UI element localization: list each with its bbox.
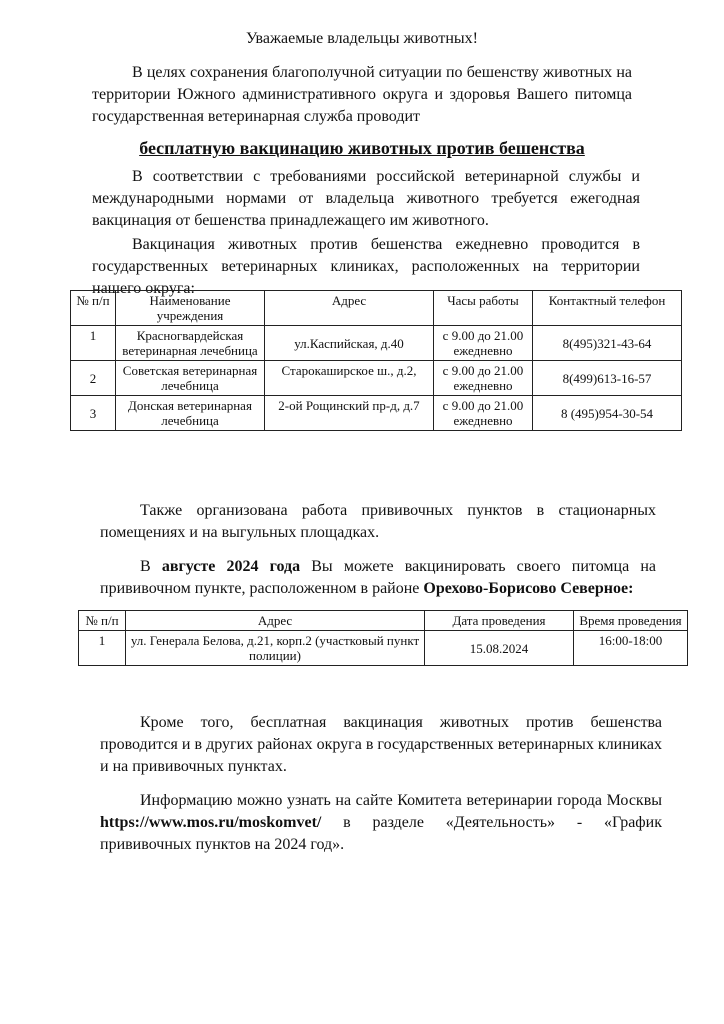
row-phone: 8 (495)954-30-54 <box>533 396 682 431</box>
table-row <box>79 631 688 666</box>
col-header-time: Время проведения <box>574 611 688 631</box>
august-middle: Вы можете вакцинировать своего питомца на прививочном пункте, расположенном в районе <box>100 558 657 597</box>
row-num: 1 <box>71 326 116 361</box>
website-link[interactable]: https://www.mos.ru/moskomvet/ <box>100 814 322 831</box>
heading-free-vaccination: бесплатную вакцинацию животных против бешенства <box>139 138 585 158</box>
col-header-phone: Контактный телефон <box>533 291 682 326</box>
row-hours: с 9.00 до 21.00 ежедневно <box>434 361 533 396</box>
row-time: 16:00-18:00 <box>574 631 688 666</box>
table-row <box>71 326 682 361</box>
points-paragraph: Также организована работа прививочных пунктов в стационарных помещениях и на выгульных площадках. <box>100 502 656 541</box>
requirements-paragraph: В соответствии с требованиями российской ветеринарной службы и международными нормами от владельца животного требуется ежегодная вакцинация от бешенства принадлежащего им животного. <box>92 168 640 229</box>
intro-paragraph: В целях сохранения благополучной ситуации по бешенству животных на территории Южного административного округа и здоровья Вашего питомца государственная ветеринарная служба проводит <box>92 64 632 125</box>
col-header-num: № п/п <box>79 611 126 631</box>
row-hours: с 9.00 до 21.00 ежедневно <box>434 326 533 361</box>
table-row <box>71 361 682 396</box>
row-address: ул. Генерала Белова, д.21, корп.2 (участковый пункт полиции) <box>126 631 425 666</box>
row-name: Донская ветеринарная лечебница <box>116 396 265 431</box>
points-table <box>78 610 688 666</box>
col-header-date: Дата проведения <box>425 611 574 631</box>
august-paragraph <box>100 556 656 600</box>
row-address: 2-ой Рощинский пр-д, д.7 <box>265 396 434 431</box>
row-phone: 8(499)613-16-57 <box>533 361 682 396</box>
col-header-name: Наименование учреждения <box>116 291 265 326</box>
clinics-paragraph: Вакцинация животных против бешенства ежедневно проводится в государственных ветеринарных клиниках, расположенных на территории нашего округа: <box>92 236 640 297</box>
row-address: ул.Каспийская, д.40 <box>265 326 434 361</box>
row-name: Советская ветеринарная лечебница <box>116 361 265 396</box>
row-num: 3 <box>71 396 116 431</box>
row-phone: 8(495)321-43-64 <box>533 326 682 361</box>
col-header-num: № п/п <box>71 291 116 326</box>
row-address: Старокаширское ш., д.2, <box>265 361 434 396</box>
page-title: Уважаемые владельцы животных! <box>246 30 478 47</box>
table-row <box>71 396 682 431</box>
col-header-address: Адрес <box>126 611 425 631</box>
district-name: Орехово-Борисово Северное: <box>423 580 634 597</box>
row-date: 15.08.2024 <box>425 631 574 666</box>
clinics-table <box>70 290 682 431</box>
row-name: Красногвардейская ветеринарная лечебница <box>116 326 265 361</box>
row-num: 1 <box>79 631 126 666</box>
info-suffix: в разделе «Деятельность» - «График прививочных пунктов на 2024 год». <box>100 814 663 853</box>
row-hours: с 9.00 до 21.00 ежедневно <box>434 396 533 431</box>
august-prefix: В <box>140 558 151 575</box>
info-paragraph <box>100 790 662 856</box>
points-table-header-row <box>79 611 688 631</box>
row-num: 2 <box>71 361 116 396</box>
col-header-hours: Часы работы <box>434 291 533 326</box>
clinics-table-header-row <box>71 291 682 326</box>
info-prefix: Информацию можно узнать на сайте Комитета ветеринарии города Москвы <box>140 792 662 809</box>
other-districts-paragraph: Кроме того, бесплатная вакцинация животных против бешенства проводится и в других районах округа в государственных ветеринарных клиниках и на прививочных пунктах. <box>100 714 662 775</box>
col-header-address: Адрес <box>265 291 434 326</box>
august-date: августе 2024 года <box>161 558 301 575</box>
